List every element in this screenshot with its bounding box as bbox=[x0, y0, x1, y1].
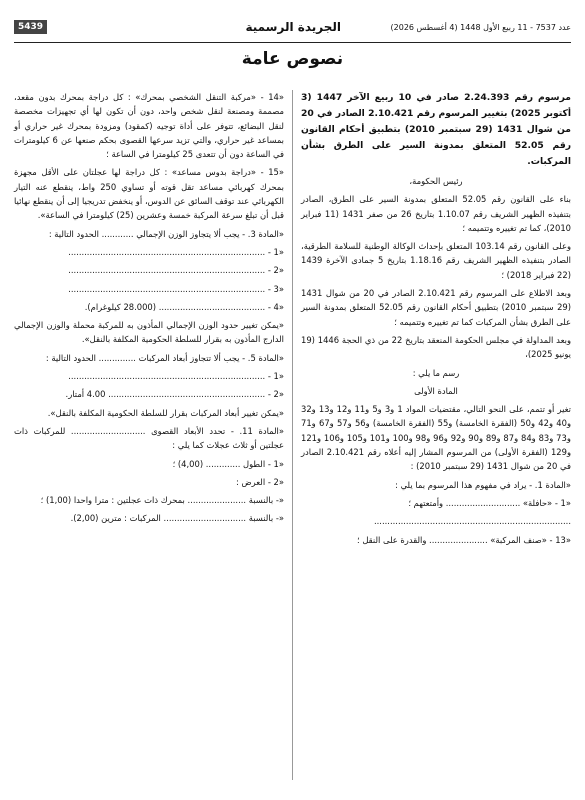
decree-title: مرسوم رقم 2.24.393 صادر في 10 ربيع الآخر 1447 (3 أكتوبر 2025) بتغيير المرسوم رقم 2.10.421 الصادر في 20 من شوال 1431 (29 سبتمبر 2010) بتطبيق أحكام القانون رقم 52.05 المتعلق بمدونة السير على الطرق بشأن المركبات. bbox=[301, 92, 571, 167]
list-item: «3 - .......................................................................... bbox=[68, 283, 284, 294]
section-title: نصوص عامة bbox=[241, 49, 344, 69]
decree-formula: رسم ما يلي : bbox=[412, 367, 460, 378]
list-item: «1 - الطول ............. (4,00) ؛ bbox=[172, 458, 284, 469]
article-3: «المادة 3. - يجب ألا يتجاوز الوزن الإجمالي ............ الحدود التالية : bbox=[48, 228, 284, 239]
list-item: «2 - ........................................................... 4.00 أمتار. bbox=[65, 389, 284, 400]
paragraph: «يمكن تغيير حدود الوزن الإجمالي المأذون به للمركبة محملة والوزن الإجمالي الدارج المأذون به بقرار للسلطة الحكومية المكلفة بالنقل». bbox=[14, 320, 284, 345]
paragraph: «يمكن تغيير أبعاد المركبات بقرار للسلطة الحكومية المكلفة بالنقل». bbox=[47, 407, 284, 418]
paragraph: وبعد المداولة في مجلس الحكومة المنعقد بتاريخ 22 من ذي الحجة 1446 (19 يونيو 2025)، bbox=[301, 334, 571, 360]
list-item: «1 - «حافلة» ............................ وأمتعتهم ؛ bbox=[408, 497, 571, 508]
paragraph: تغير أو تتمم، على النحو التالي، مقتضيات المواد 1 و3 و5 و11 و12 و13 و32 و40 و42 و50 (الفقرة الخامسة) و55 (الفقرة الخامسة) و56 و57 و67 و71 و73 و83 و84 و87 و89 و90 و92 و96 و98 و100 و101 و105 و106 و121 و129 (الفقرة الأولى) من المرسوم المشار إليه أعلاه رقم 2.10.421 الصادر في 20 من شوال 1431 (29 سبتمبر 2010) : bbox=[301, 404, 572, 472]
list-item: «1 - .......................................................................... bbox=[68, 371, 284, 382]
list-item: «15 - «دراجة بدوس مساعد» : كل دراجة لها عجلتان على الأقل مجهزة بمحرك كهربائي مساعد تقل قوته أو تساوي 250 واط، ينقطع عنه التيار الكهربائي عند توقف السائق عن الدوس، أو ينخفض تدريجيا إلى أن ينقطع نهائيا قبل أن تبلغ سرعة المركبة خمسة وعشرين (25) كيلومترا في الساعة». bbox=[14, 167, 284, 221]
article-11: «المادة 11. - تحدد الأبعاد القصوى ............................ للمركبات ذات عجلتين أو ثلاث عجلات كما يلي : bbox=[14, 425, 284, 451]
page-number: 5439 bbox=[14, 20, 47, 34]
left-column bbox=[14, 90, 284, 530]
article-1: «المادة 1. - يراد في مفهوم هذا المرسوم بما يلي : bbox=[395, 479, 571, 490]
paragraph: بناء على القانون رقم 52.05 المتعلق بمدونة السير على الطرق، الصادر بتنفيذه الظهير الشريف رقم 1.10.07 بتاريخ 26 من صفر 1431 (11 فبراير 2010)، كما تم تغييره وتتميمه ؛ bbox=[301, 194, 572, 233]
article-5: «المادة 5. - يجب ألا تتجاوز أبعاد المركبات .............. الحدود التالية : bbox=[45, 352, 284, 363]
right-column bbox=[301, 90, 571, 551]
list-item: «- بالنسبة ...................... بمحرك ذات عجلتين : مترا واحدا (1,00) ؛ bbox=[40, 495, 284, 506]
issue-info: عدد 7537 - 11 ربيع الأول 1448 (4 أغسطس 2026) bbox=[390, 23, 571, 32]
paragraph: وعلى القانون رقم 103.14 المتعلق بإحداث الوكالة الوطنية للسلامة الطرقية، الصادر بتنفيذه الظهير الشريف رقم 1.18.16 بتاريخ 5 جمادى الآخرة 1439 (22 فبراير 2018) ؛ bbox=[301, 241, 571, 280]
list-item: «2 - .......................................................................... bbox=[68, 265, 284, 276]
head-of-government: رئيس الحكومة، bbox=[409, 176, 463, 186]
list-item: «2 - العرض : bbox=[236, 476, 284, 487]
column-divider bbox=[292, 90, 293, 780]
list-item: «14 - «مركبة التنقل الشخصي بمحرك» : كل دراجة بمحرك بدون مقعد، مصممة ومصنعة لنقل شخص واحد، دون أن تكون لها أي تجهيزات مخصصة لنقل البضائع، تتوفر على أداة توجيه (كمقود) ومزودة بمحرك غير حراري أو بمساعد غير حراري، والتي تزيد سرعها القصوى بحكم صنعها عن 6 كيلومترات في الساعة دون أن تتعدى 25 كيلومترا في الساعة ؛ bbox=[14, 92, 285, 160]
paragraph: وبعد الاطلاع على المرسوم رقم 2.10.421 الصادر في 20 من شوال 1431 (29 سبتمبر 2010) بتطبيق أحكام القانون رقم 52.05 المتعلق بمدونة السير على الطرق بشأن المركبات كما تم تغييره وتتميمه ؛ bbox=[301, 288, 572, 327]
journal-title: الجريدة الرسمية bbox=[245, 20, 341, 34]
list-item: «4 - ........................................ (28.000 كيلوغرام). bbox=[84, 301, 284, 312]
list-item: «13 - «صنف المركبة» ...................... والقدرة على النقل ؛ bbox=[357, 534, 571, 545]
ellipsis-line: .......................................................................... bbox=[373, 516, 571, 527]
list-item: «1 - .......................................................................... bbox=[68, 246, 284, 257]
list-item: «- بالنسبة ............................... المركبات : مترين (2,00). bbox=[70, 513, 284, 524]
article-heading: المادة الأولى bbox=[414, 385, 458, 396]
page-header bbox=[14, 20, 571, 43]
